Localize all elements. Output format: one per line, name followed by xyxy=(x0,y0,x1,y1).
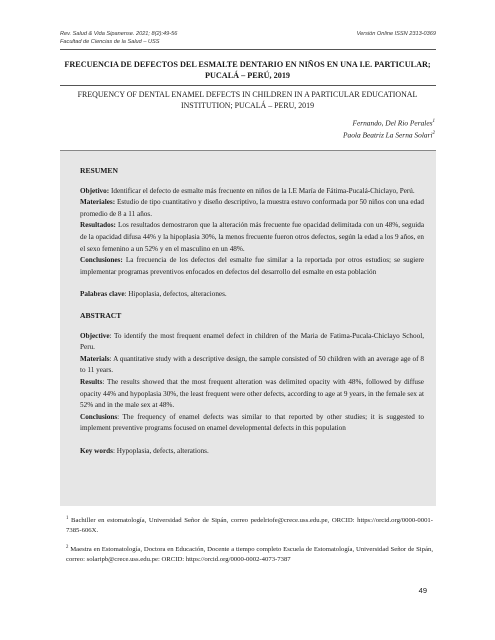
journal-citation: Rev. Salud & Vida Sipanense. 2021; 8(2):49-56 xyxy=(60,31,178,37)
author-name: Paola Beatriz La Serna Solari xyxy=(342,130,433,140)
faculty-line: Facultad de Ciencias de la Salud – USS xyxy=(60,39,160,45)
footnote: $^1$ Bachiller en estomatología, Universidad Señor de Sipán, correo pedelriofe@crece.uss.edu.pe, ORCID: https://orcid.org/0000-0001-7385-606X. xyxy=(66,516,433,534)
title-spanish: FRECUENCIA DE DEFECTOS DEL ESMALTE DENTARIO EN NIÑOS EN UNA I.E. PARTICULAR; PUCALÁ – PERÚ, 2019 xyxy=(64,60,431,80)
footnote: $^2$ Maestra en Estomatología, Doctora en Educación, Docente a tiempo completo Escuela de Estomatología, Universidad Señor de Sipán, correo: solaripb@crece.uss.edu.pe: ORCID: https://orcid.org/0000-0002-4073-7387 xyxy=(66,545,433,563)
header-divider xyxy=(60,49,436,50)
palabras-clave: Palabras clave: Hipoplasia, defectos, alteraciones. xyxy=(80,290,227,299)
title-divider xyxy=(60,85,436,86)
page-number: 49 xyxy=(418,586,427,595)
running-header xyxy=(60,30,436,46)
author-name: Fernando, Del Rio Perales xyxy=(352,118,433,128)
footnotes xyxy=(66,514,433,572)
author-footnote-mark: 2 xyxy=(432,130,435,136)
title-english: FREQUENCY OF DENTAL ENAMEL DEFECTS IN CHILDREN IN A PARTICULAR EDUCATIONAL INSTITUTION; PUCALÁ – PERU, 2019 xyxy=(77,90,418,110)
author xyxy=(343,117,435,129)
resumen-conclusiones: Conclusiones: La frecuencia de los defectos del esmalte fue similar a la reportada por otros estudios; se sugiere implementar programas preventivos enfocados en defectos del desarrollo del esmalte en esta población xyxy=(80,256,425,276)
abstract-conclusions: Conclusions: The frequency of enamel defects was similar to that reported by other studies; it is suggested to implement preventive programs focused on enamel developmental defects in this population xyxy=(80,412,424,433)
author xyxy=(343,129,435,141)
resumen-objetivo: Objetivo: Identificar el defecto de esmalte más frecuente en niños de la I.E María de Fátima-Pucalá-Chiclayo, Perú. xyxy=(80,186,415,195)
resumen-resultados: Resultados: Los resultados demostraron que la alteración más frecuente fue opacidad delimitada con un 48%, seguida de la opacidad difusa 44% y la hipoplasia 30%, la menos frecuente fueron otros defectos, según la edad a los 9 años, en el sexo femenino a un 52% y en el masculino en un 48%. xyxy=(80,221,425,253)
key-words: Key words: Hypoplasia, defects, alterations. xyxy=(80,446,209,455)
abstract-box xyxy=(60,150,436,506)
resumen-heading: RESUMEN xyxy=(80,166,118,175)
author-footnote-mark: 1 xyxy=(432,119,435,124)
resumen-materiales: Materiales: Estudio de tipo cuantitativo y diseño descriptivo, la muestra estuvo conformada por 50 niños con una edad promedio de 8 a 11 años. xyxy=(80,198,424,218)
abstract-objective: Objective: To identify the most frequent enamel defect in children of the Maria de Fatima-Pucala-Chiclayo School, Peru. xyxy=(80,331,424,352)
abstract-materials: Materials: A quantitative study with a descriptive design, the sample consisted of 50 children with an average age of 8 to 11 years. xyxy=(80,354,424,375)
abstract-heading: ABSTRACT xyxy=(80,310,122,320)
author-list xyxy=(343,117,435,141)
issn-label: Versión Online ISSN 2313-0369 xyxy=(356,31,436,37)
abstract-results: Results: The results showed that the most frequent alteration was delimited opacity with 48%, followed by diffuse opacity 44% and hypoplasia 30%, the least frequent were other defects, according to age at 9 years, in the female sex at 52% and in the male sex at 48%. xyxy=(80,377,424,410)
